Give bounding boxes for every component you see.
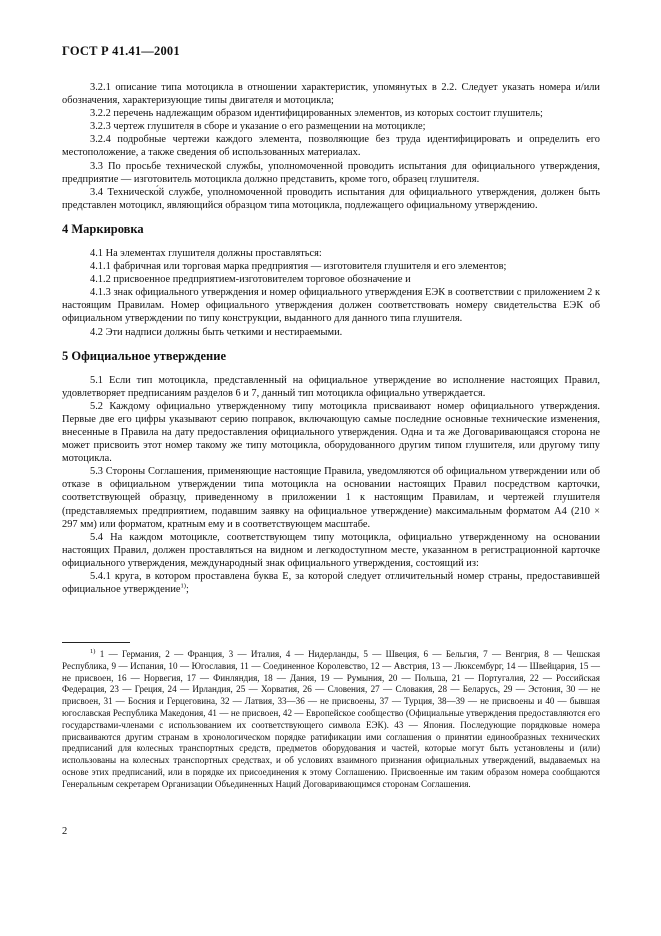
paragraph-5-2: 5.2 Каждому официально утвержденному типу мотоцикла присваивают номер официального утверждения. Первые две его цифры указывают серию поправок, включающую самые последние основные технические изменения, внесенные в Правила на дату предоставления официального утверждения. Одна и та же Договаривающаяся сторона не может присвоить этот номер такому же типу мотоцикла, оборудованного другим типом глушителя, или другому типу мотоцикла. — [62, 400, 600, 465]
footnote-divider — [62, 642, 130, 643]
paragraph-3-2-3: 3.2.3 чертеж глушителя в сборе и указание о его размещении на мотоцикле; — [90, 121, 426, 133]
paragraph-5-4: 5.4 На каждом мотоцикле, соответствующем типу мотоцикла, официально утвержденному на основании настоящих Правил, должен проставляться на видном и легкодоступном месте, указанном в регистрационной карточке официального утверждения, международный знак официального утверждения, состоящий из: — [62, 531, 600, 569]
main-content — [62, 81, 600, 596]
paragraph-3-2-4: 3.2.4 подробные чертежи каждого элемента, позволяющие без труда идентифицировать и определить его местоположение, а также сведения об использованных материалах. — [62, 134, 600, 159]
footnote-area — [62, 642, 600, 791]
paragraph-5-4-1 — [62, 570, 600, 596]
footnote-reference: 1) — [180, 582, 186, 590]
paragraph-3-2-1: 3.2.1 описание типа мотоцикла в отношении характеристик, упомянутых в 2.2. Следует указать номера и/или обозначения, характеризующие типы двигателя и мотоцикла; — [62, 82, 600, 107]
paragraph-5-4-1-end: ; — [185, 584, 189, 596]
footnote-text: 1 — Германия, 2 — Франция, 3 — Италия, 4 — Нидерланды, 5 — Швеция, 6 — Бельгия, 7 — Венгрия, 8 — Чешская Республика, 9 — Испания, 10 — Югославия, 11 — Соединенное Королевство, 12 — Австрия, 13 — Люксембург, 14 — Швейцария, 15 — не присвоен, 16 — Норвегия, 17 — Финляндия, 18 — Дания, 19 — Румыния, 20 — Польша, 21 — Португалия, 22 — Российская Федерация, 23 — Греция, 24 — Ирландия, 25 — Хорватия, 26 — Словения, 27 — Словакия, 28 — Беларусь, 29 — Эстония, 30 — не присвоен, 31 — Босния и Герцеговина, 32 — Латвия, 33—36 — не присвоены, 37 — Турция, 38—39 — не присвоены и 40 — бывшая югославская Республика Македония, 41 — не присвоен, 42 — Европейское сообщество (Официальные утверждения предоставляются его государствами-членами с использованием их соответствующего символа ЕЭК). 43 — Япония. Последующие порядковые номера присваиваются другим странам в хронологическом порядке ратификации ими соглашения о принятии единообразных технических предписаний для колесных транспортных средств, предметов оборудования и частей, которые могут быть установлены и (или) использованы на колесных транспортных средствах, и об условиях взаимного признания официальных утверждений, выдаваемых на основе этих предписаний, или в порядке их присоединения к этому Соглашению. Присвоенные им таким образом номера сообщаются Генеральным секретарем Организации Объединенных Наций Договаривающимся сторонам Соглашения. — [62, 649, 600, 789]
paragraph-4-2: 4.2 Эти надписи должны быть четкими и нестираемыми. — [90, 326, 343, 338]
page-header: ГОСТ Р 41.41—2001 — [62, 44, 180, 58]
paragraph-4-1-1: 4.1.1 фабричная или торговая марка предприятия — изготовителя глушителя и его элементов; — [90, 261, 507, 273]
paragraph-3-3: 3.3 По просьбе технической службы, уполномоченной проводить испытания для официального утверждения, предприятие — изготовитель мотоцикла должно представить, кроме того, образец глушителя. — [62, 160, 600, 185]
paragraph-4-1: 4.1 На элементах глушителя должны проставляться: — [90, 247, 322, 259]
paragraph-3-4: 3.4 Техническо́й службе, уполномоченной проводить испытания для официального утверждения, должен быть представлен мотоцикл, являющийся образцом типа мотоцикла, подлежащего официальному утверждению. — [62, 186, 600, 211]
paragraph-5-3: 5.3 Стороны Соглашения, применяющие настоящие Правила, уведомляются об официальном утверждении или об отказе в официальном утверждении типа мотоцикла на основании настоящих Правил посредством карточки, соответствующей образцу, приведенному в приложении 1 к настоящим Правилам, и чертежей глушителя (представляемых предприятием, подавшим заявку на официальное утверждение) максимальным форматом А4 (210 × 297 мм) или форматом, кратным ему и в соответствующем масштабе. — [62, 466, 600, 530]
footnote-marker: 1) — [90, 647, 96, 655]
paragraph-5-4-1-text: 5.4.1 круга, в котором проставлена буква Е, за которой следует отличительный номер страны, предоставившей официальное утверждение — [62, 571, 600, 596]
section-4-heading: 4 Маркировка — [62, 221, 144, 236]
paragraph-3-2-2: 3.2.2 перечень надлежащим образом идентифицированных элементов, из которых состоит глушитель; — [90, 108, 543, 120]
page-number: 2 — [62, 826, 68, 837]
footnote-1 — [62, 649, 600, 791]
paragraph-4-1-2: 4.1.2 присвоенное предприятием-изготовителем торговое обозначение и — [90, 274, 411, 286]
paragraph-4-1-3: 4.1.3 знак официального утверждения и номер официального утверждения ЕЭК в соответствии с приложением 2 к настоящим Правилам. Номер официального утверждения должен соответствовать номеру свидетельства ЕЭК об официальном утверждении по типу конструкции, выданного для данного типа глушителя. — [62, 287, 600, 325]
paragraph-5-1: 5.1 Если тип мотоцикла, представленный на официальное утверждение во исполнение настоящих Правил, удовлетворяет предписаниям разделов 6 и 7, данный тип мотоцикла официально утверждается. — [62, 374, 600, 399]
section-5-heading: 5 Официальное утверждение — [62, 348, 226, 363]
